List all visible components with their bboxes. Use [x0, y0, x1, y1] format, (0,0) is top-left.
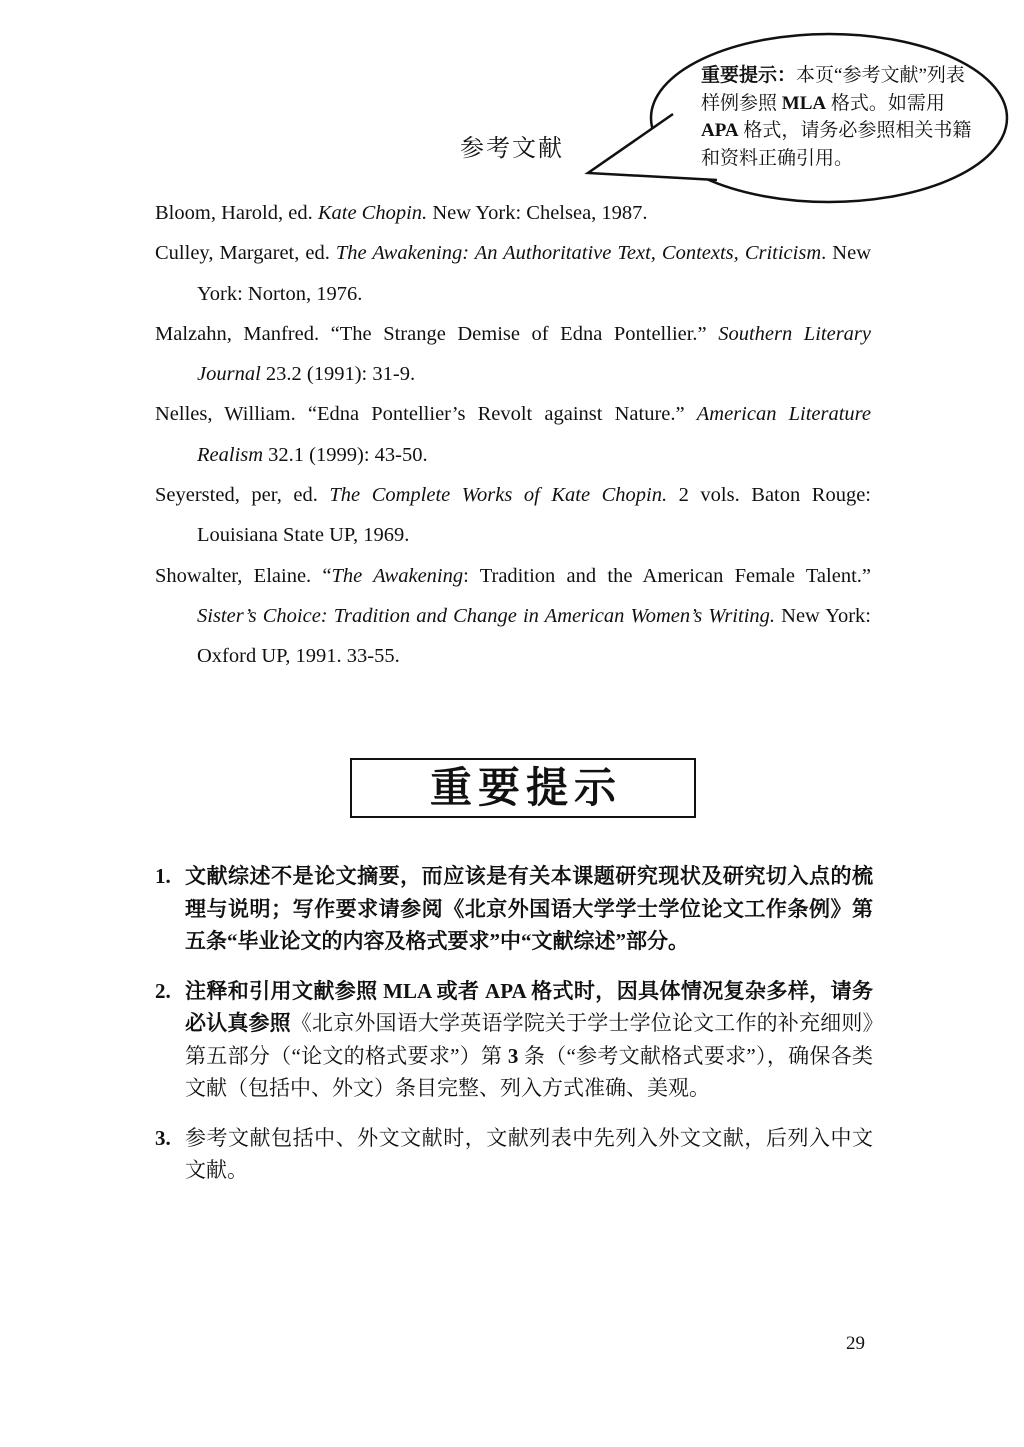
page-number: 29: [846, 1333, 865, 1354]
text-segment: 《北京外国语大学英语学院关于学士学位论文工作的补充细则》第五部分（“论文的格式要求”）第: [185, 1011, 873, 1068]
text-segment: APA: [701, 120, 739, 141]
text-segment: Malzahn, Manfred. “The Strange Demise of Edna Pontellier.”: [155, 322, 719, 345]
reference-entry: [155, 394, 871, 475]
text-segment: Showalter, Elaine. “: [155, 564, 332, 587]
text-segment: Culley, Margaret, ed.: [155, 242, 336, 265]
text-segment: 重要提示：: [701, 65, 797, 86]
callout-bubble: [555, 26, 1020, 214]
text-segment: 注释和引用文献参照 MLA 或者 APA 格式时，因具体情况复杂多样，请务必认真参照: [185, 978, 873, 1035]
page-title: 参考文献: [460, 136, 564, 162]
text-segment: American Literature Realism: [197, 403, 871, 466]
text-segment: 32.1 (1999): 43-50.: [263, 443, 428, 466]
note-text: [185, 1122, 873, 1187]
text-segment: The Awakening: [331, 564, 464, 587]
reference-entry: [155, 475, 871, 556]
note-text: [185, 975, 873, 1105]
reference-entry: [155, 314, 871, 395]
text-segment: 本页“参考文献”列表样例参照: [701, 65, 965, 114]
note-number: 2.: [155, 978, 171, 1003]
text-segment: : Tradition and the American Female Talent.”: [463, 564, 871, 587]
reference-entry: [155, 193, 871, 233]
text-segment: . New York: Norton, 1976.: [197, 242, 871, 305]
reference-entry: [155, 556, 871, 677]
note-item: [155, 860, 873, 958]
text-segment: New York: Oxford UP, 1991. 33-55.: [197, 604, 871, 668]
text-segment: 格式，请务必参照相关书籍和资料正确引用。: [701, 120, 972, 169]
note-text: [185, 860, 873, 958]
notice-box: [350, 758, 696, 818]
text-segment: 参考文献包括中、外文文献时，文献列表中先列入外文文献，后列入中文文献。: [185, 1125, 873, 1182]
text-segment: The Complete Works of Kate Chopin.: [329, 484, 668, 507]
text-segment: Bloom, Harold, ed.: [155, 202, 318, 224]
note-number: 1.: [155, 864, 171, 888]
text-segment: 格式。如需用: [826, 92, 945, 114]
text-segment: 条（“参考文献格式要求”），确保各类文献（包括中、外文）条目完整、列入方式准确、美观。: [185, 1043, 874, 1100]
notes-list: [155, 860, 873, 1204]
note-number: 3.: [155, 1125, 171, 1150]
text-segment: 3: [507, 1043, 519, 1068]
text-segment: Southern Literary Journal: [197, 322, 871, 386]
text-segment: Nelles, William. “Edna Pontellier’s Revolt against Nature.”: [155, 403, 697, 426]
notice-box-label: 重要提示: [429, 764, 622, 811]
text-segment: 23.2 (1991): 31-9.: [260, 363, 416, 386]
note-item: [155, 975, 873, 1105]
text-segment: Kate Chopin.: [317, 202, 428, 224]
text-segment: MLA: [781, 92, 827, 114]
reference-entry: [155, 233, 871, 314]
text-segment: Seyersted, per, ed.: [155, 484, 330, 507]
note-item: [155, 1122, 873, 1187]
text-segment: 2 vols. Baton Rouge: Louisiana State UP, 1969.: [197, 484, 871, 547]
text-segment: The Awakening: An Authoritative Text, Contexts, Criticism: [335, 242, 822, 265]
references-list: [155, 193, 871, 677]
callout-text: [701, 62, 977, 172]
text-segment: New York: Chelsea, 1987.: [427, 202, 648, 224]
text-segment: Sister’s Choice: Tradition and Change in American Women’s Writing.: [197, 604, 776, 627]
text-segment: 文献综述不是论文摘要，而应该是有关本课题研究现状及研究切入点的梳理与说明；写作要求请参阅《北京外国语大学学士学位论文工作条例》第五条“毕业论文的内容及格式要求”中“文献综述”部分。: [185, 864, 873, 953]
